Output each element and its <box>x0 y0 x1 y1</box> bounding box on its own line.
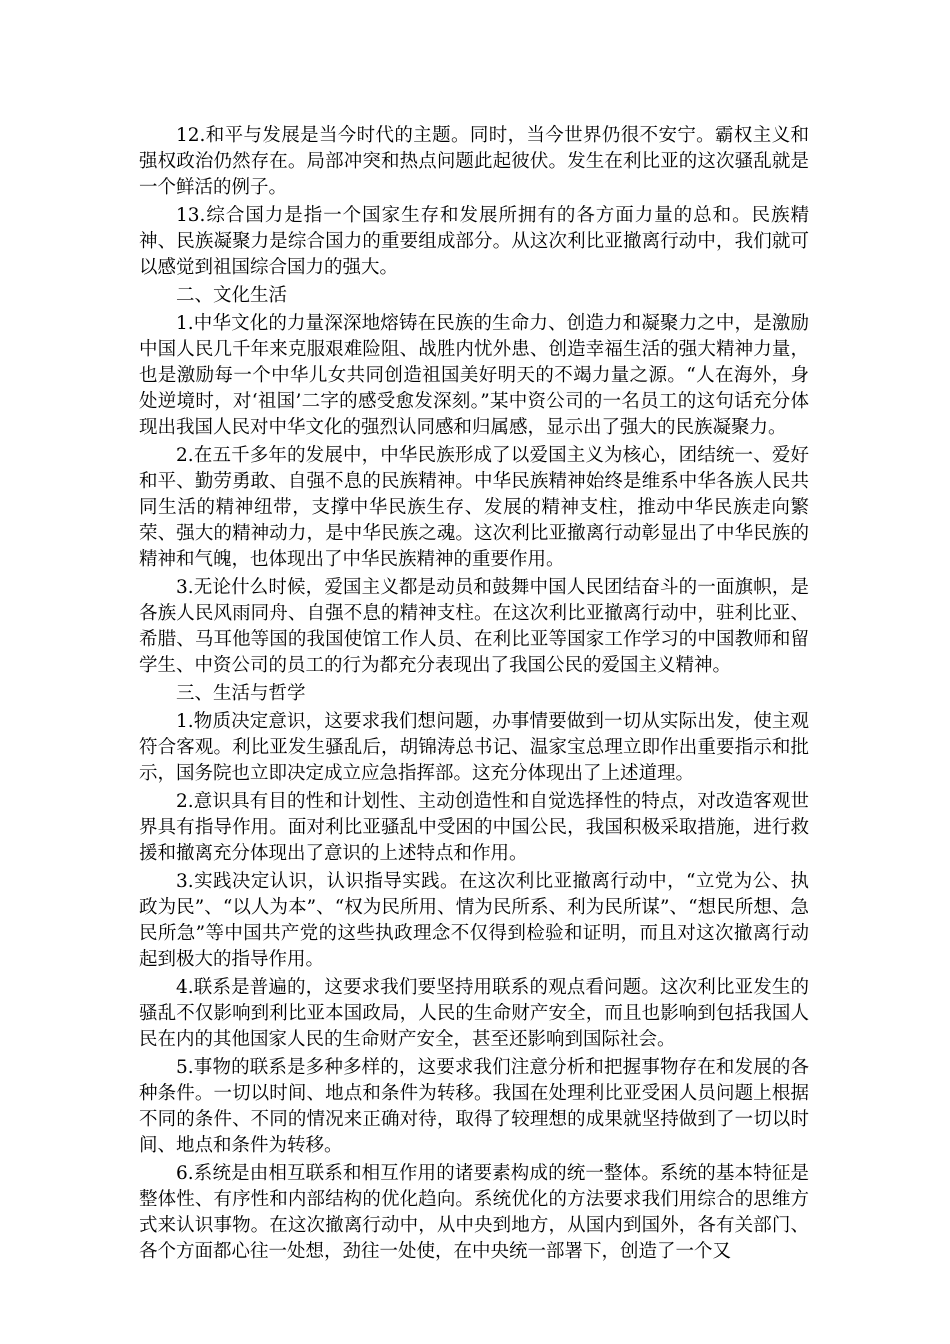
paragraph-philosophy-6: 6.系统是由相互联系和相互作用的诸要素构成的统一整体。系统的基本特征是整体性、有序性和内部结构的优化趋向。系统优化的方法要求我们用综合的思维方式来认识事物。在这次撤离行动中，从中央到地方，从国内到国外，各有关部门、各个方面都心往一处想，劲往一处使，在中央统一部署下，创造了一个又 <box>139 1163 809 1262</box>
paragraph-12-peace-development: 12.和平与发展是当今时代的主题。同时，当今世界仍很不安宁。霸权主义和强权政治仍然存在。局部冲突和热点问题此起彼伏。发生在利比亚的这次骚乱就是一个鲜活的例子。 <box>139 125 809 198</box>
paragraph-culture-2: 2.在五千多年的发展中，中华民族形成了以爱国主义为核心，团结统一、爱好和平、勤劳勇敢、自强不息的民族精神。中华民族精神始终是维系中华各族人民共同生活的精神纽带，支撑中华民族生存、发展的精神支柱，推动中华民族走向繁荣、强大的精神动力，是中华民族之魂。这次利比亚撤离行动彰显出了中华民族的精神和气魄，也体现出了中华民族精神的重要作用。 <box>139 445 809 570</box>
section-heading-culture: 二、文化生活 <box>176 285 288 306</box>
paragraph-culture-1: 1.中华文化的力量深深地熔铸在民族的生命力、创造力和凝聚力之中，是激励中国人民几千年来克服艰难险阻、战胜内忧外患、创造幸福生活的强大精神力量，也是激励每一个中华儿女共同创造祖国美好明天的不竭力量之源。“人在海外，身处逆境时，对‘祖国’二字的感受愈发深刻。”某中资公司的一名员工的这句话充分体现出我国人民对中华文化的强烈认同感和归属感，显示出了强大的民族凝聚力。 <box>139 313 809 438</box>
document-page <box>139 123 809 1267</box>
paragraph-philosophy-4: 4.联系是普遍的，这要求我们要坚持用联系的观点看问题。这次利比亚发生的骚乱不仅影响到利比亚本国政局，人民的生命财产安全，而且也影响到包括我国人民在内的其他国家人民的生命财产安全，甚至还影响到国际社会。 <box>139 977 809 1050</box>
paragraph-culture-3: 3.无论什么时候，爱国主义都是动员和鼓舞中国人民团结奋斗的一面旗帜，是各族人民风雨同舟、自强不息的精神支柱。在这次利比亚撤离行动中，驻利比亚、希腊、马耳他等国的我国使馆工作人员、在利比亚等国家工作学习的中国教师和留学生、中资公司的员工的行为都充分表现出了我国公民的爱国主义精神。 <box>139 577 809 676</box>
paragraph-philosophy-5: 5.事物的联系是多种多样的，这要求我们注意分析和把握事物存在和发展的各种条件。一切以时间、地点和条件为转移。我国在处理利比亚受困人员问题上根据不同的条件、不同的情况来正确对待，取得了较理想的成果就坚持做到了一切以时间、地点和条件为转移。 <box>139 1057 809 1156</box>
paragraph-13-comprehensive-power: 13.综合国力是指一个国家生存和发展所拥有的各方面力量的总和。民族精神、民族凝聚力是综合国力的重要组成部分。从这次利比亚撤离行动中，我们就可以感觉到祖国综合国力的强大。 <box>139 205 809 278</box>
paragraph-philosophy-3: 3.实践决定认识，认识指导实践。在这次利比亚撤离行动中，“立党为公、执政为民”、“以人为本”、“权为民所用、情为民所系、利为民所谋”、“想民所想、急民所急”等中国共产党的这些执政理念不仅得到检验和证明，而且对这次撤离行动起到极大的指导作用。 <box>139 871 809 970</box>
paragraph-philosophy-1: 1.物质决定意识，这要求我们想问题，办事情要做到一切从实际出发，使主观符合客观。利比亚发生骚乱后，胡锦涛总书记、温家宝总理立即作出重要指示和批示，国务院也立即决定成立应急指挥部。这充分体现出了上述道理。 <box>139 711 809 784</box>
paragraph-philosophy-2: 2.意识具有目的性和计划性、主动创造性和自觉选择性的特点，对改造客观世界具有指导作用。面对利比亚骚乱中受困的中国公民，我国积极采取措施，进行救援和撤离充分体现出了意识的上述特点和作用。 <box>139 791 809 864</box>
section-heading-philosophy: 三、生活与哲学 <box>176 683 306 704</box>
